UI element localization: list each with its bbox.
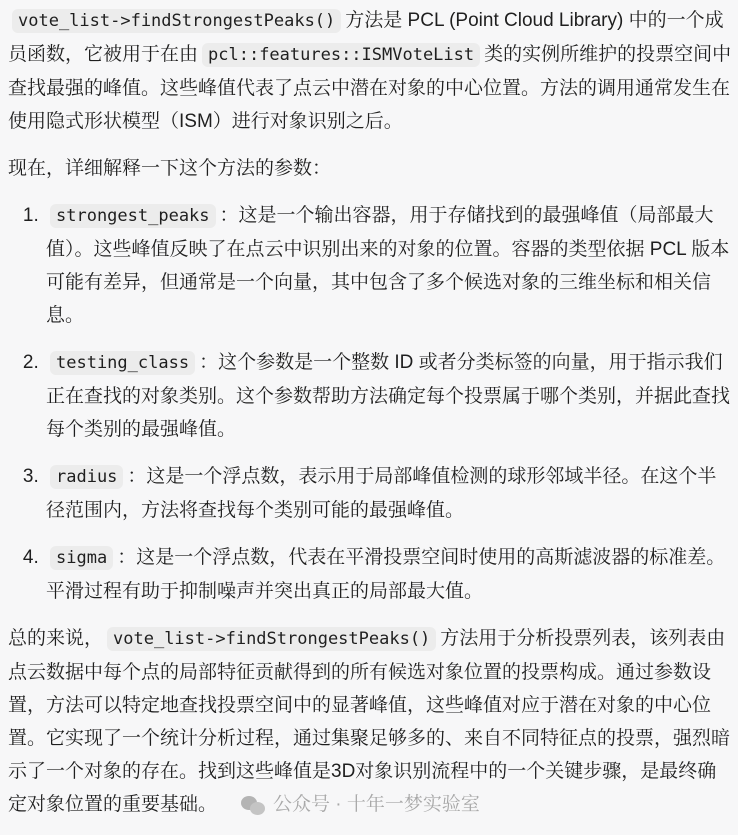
list-item (44, 199, 732, 332)
param-desc: ：这是一个浮点数，表示用于局部峰值检测的球形邻域半径。在这个半径范围内，方法将查找每个类别可能的最强峰值。 (46, 466, 717, 521)
params-intro: 现在，详细解释一下这个方法的参数： (8, 158, 332, 179)
watermark-text: 公众号 · 十年一梦实验室 (273, 794, 480, 816)
inline-code: vote_list->findStrongestPeaks() (12, 9, 341, 33)
param-desc: ：这个参数是一个整数 ID 或者分类标签的向量，用于指示我们正在查找的对象类别。这个参数帮助方法确定每个投票属于哪个类别，并据此查找每个类别的最强峰值。 (46, 352, 731, 440)
intro-paragraph (8, 4, 732, 138)
param-desc: ：这是一个输出容器，用于存储找到的最强峰值（局部最大值）。这些峰值反映了在点云中识别出来的对象的位置。容器的类型依据 PCL 版本可能有差异，但通常是一个向量，其中包含了多个候选对象的三维坐标和相关信息。 (46, 205, 730, 326)
list-item (44, 346, 732, 446)
text: 方法是 PCL (Point Cloud Library) 中的一个成员函数，它被用于在由 (8, 10, 724, 65)
text: 类的实例所维护的投票空间中查找最强的峰值。这些峰值代表了点云中潜在对象的中心位置。方法的调用通常发生在使用隐式形状模型（ISM）进行对象识别之后。 (8, 44, 732, 132)
param-name: sigma (50, 546, 113, 570)
summary-paragraph (8, 622, 732, 821)
param-name: radius (50, 465, 123, 489)
inline-code: pcl::features::ISMVoteList (202, 43, 480, 67)
param-list (8, 199, 732, 608)
text: 总的来说， (8, 628, 104, 649)
param-desc: ：这是一个浮点数，代表在平滑投票空间时使用的高斯滤波器的标准差。平滑过程有助于抑制噪声并突出真正的局部最大值。 (46, 547, 726, 602)
param-name: strongest_peaks (50, 204, 216, 228)
list-item (44, 460, 732, 527)
wechat-icon (241, 794, 267, 816)
inline-code: vote_list->findStrongestPeaks() (107, 627, 436, 651)
param-name: testing_class (50, 351, 195, 375)
list-item (44, 541, 732, 608)
text: 方法用于分析投票列表，该列表由点云数据中每个点的局部特征贡献得到的所有候选对象位置的投票构成。通过参数设置，方法可以特定地查找投票空间中的显著峰值，这些峰值对应于潜在对象的中心位置。它实现了一个统计分析过程，通过集聚足够多的、来自不同特征点的投票，强烈暗示了一个对象的存在。找到这些峰值是3D对象识别流程中的一个关键步骤，是最终确定对象位置的重要基础。 (8, 628, 731, 815)
watermark (241, 788, 480, 821)
